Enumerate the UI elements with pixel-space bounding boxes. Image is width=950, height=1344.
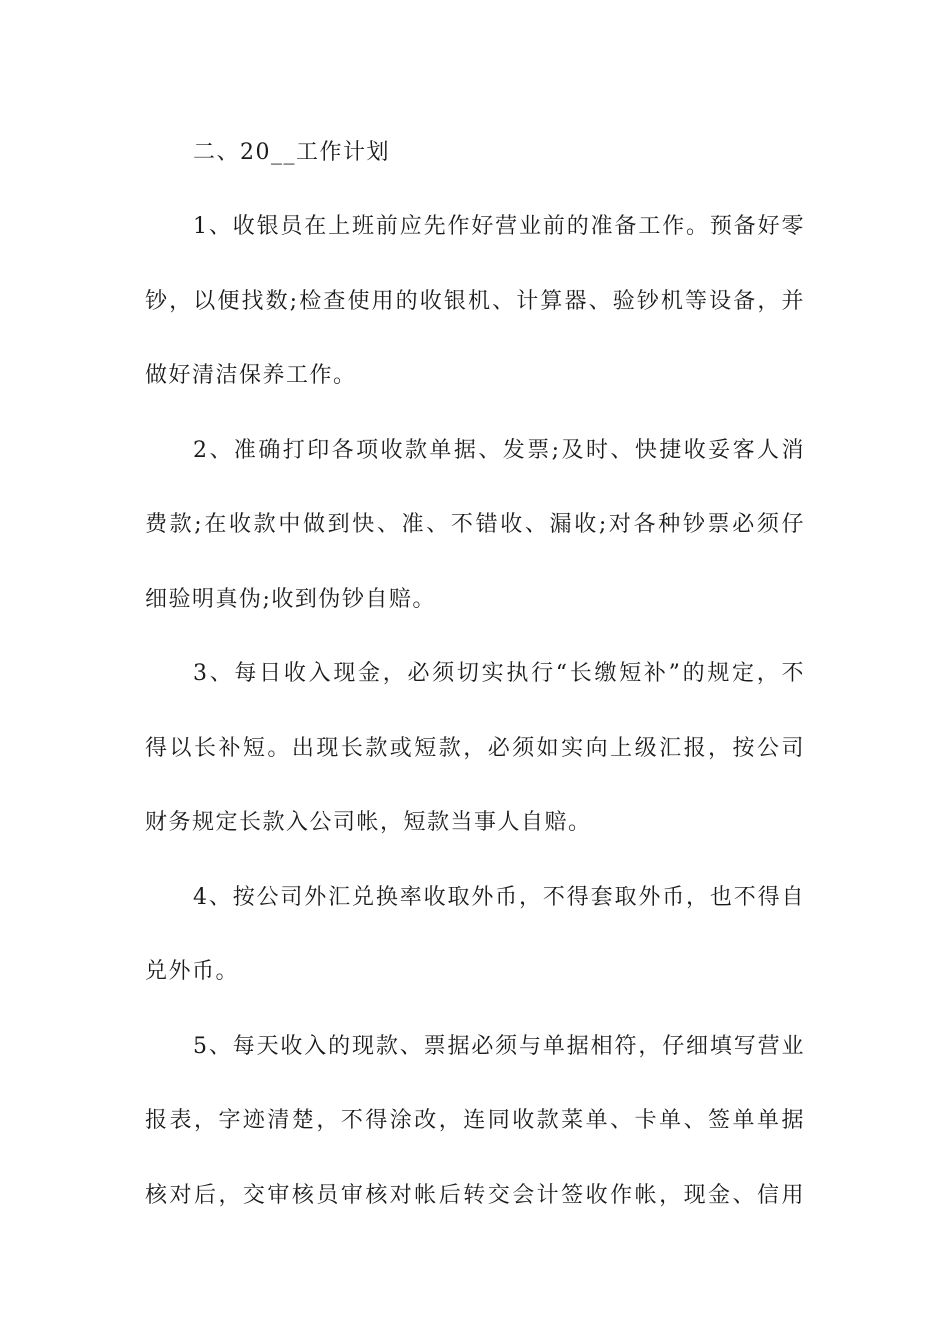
paragraph-4-line-1: 4、按公司外汇兑换率收取外币，不得套取外币，也不得自	[193, 885, 805, 910]
paragraph-5-line-2: 报表，字迹清楚，不得涂改，连同收款菜单、卡单、签单单据	[145, 1108, 805, 1133]
paragraph-5-line-3: 核对后，交审核员审核对帐后转交会计签收作帐，现金、信用	[145, 1183, 805, 1208]
paragraph-3-line-3: 财务规定长款入公司帐，短款当事人自赔。	[145, 810, 592, 835]
paragraph-3-line-2: 得以长补短。出现长款或短款，必须如实向上级汇报，按公司	[145, 736, 805, 761]
paragraph-2-line-1: 2、准确打印各项收款单据、发票;及时、快捷收妥客人消	[193, 438, 805, 463]
paragraph-1-line-2: 钞，以便找数;检查使用的收银机、计算器、验钞机等设备，并	[145, 289, 805, 314]
paragraph-1-line-1: 1、收银员在上班前应先作好营业前的准备工作。预备好零	[193, 214, 805, 239]
paragraph-3-line-1: 3、每日收入现金，必须切实执行“长缴短补”的规定，不	[193, 661, 805, 686]
paragraph-5-line-1: 5、每天收入的现款、票据必须与单据相符，仔细填写营业	[193, 1034, 805, 1059]
paragraph-1-line-3: 做好清洁保养工作。	[145, 363, 357, 388]
paragraph-2-line-3: 细验明真伪;收到伪钞自赔。	[145, 587, 436, 612]
paragraph-4-line-2: 兑外币。	[145, 959, 240, 984]
paragraph-2-line-2: 费款;在收款中做到快、准、不错收、漏收;对各种钞票必须仔	[145, 512, 805, 537]
section-heading: 二、20__工作计划	[193, 140, 390, 165]
